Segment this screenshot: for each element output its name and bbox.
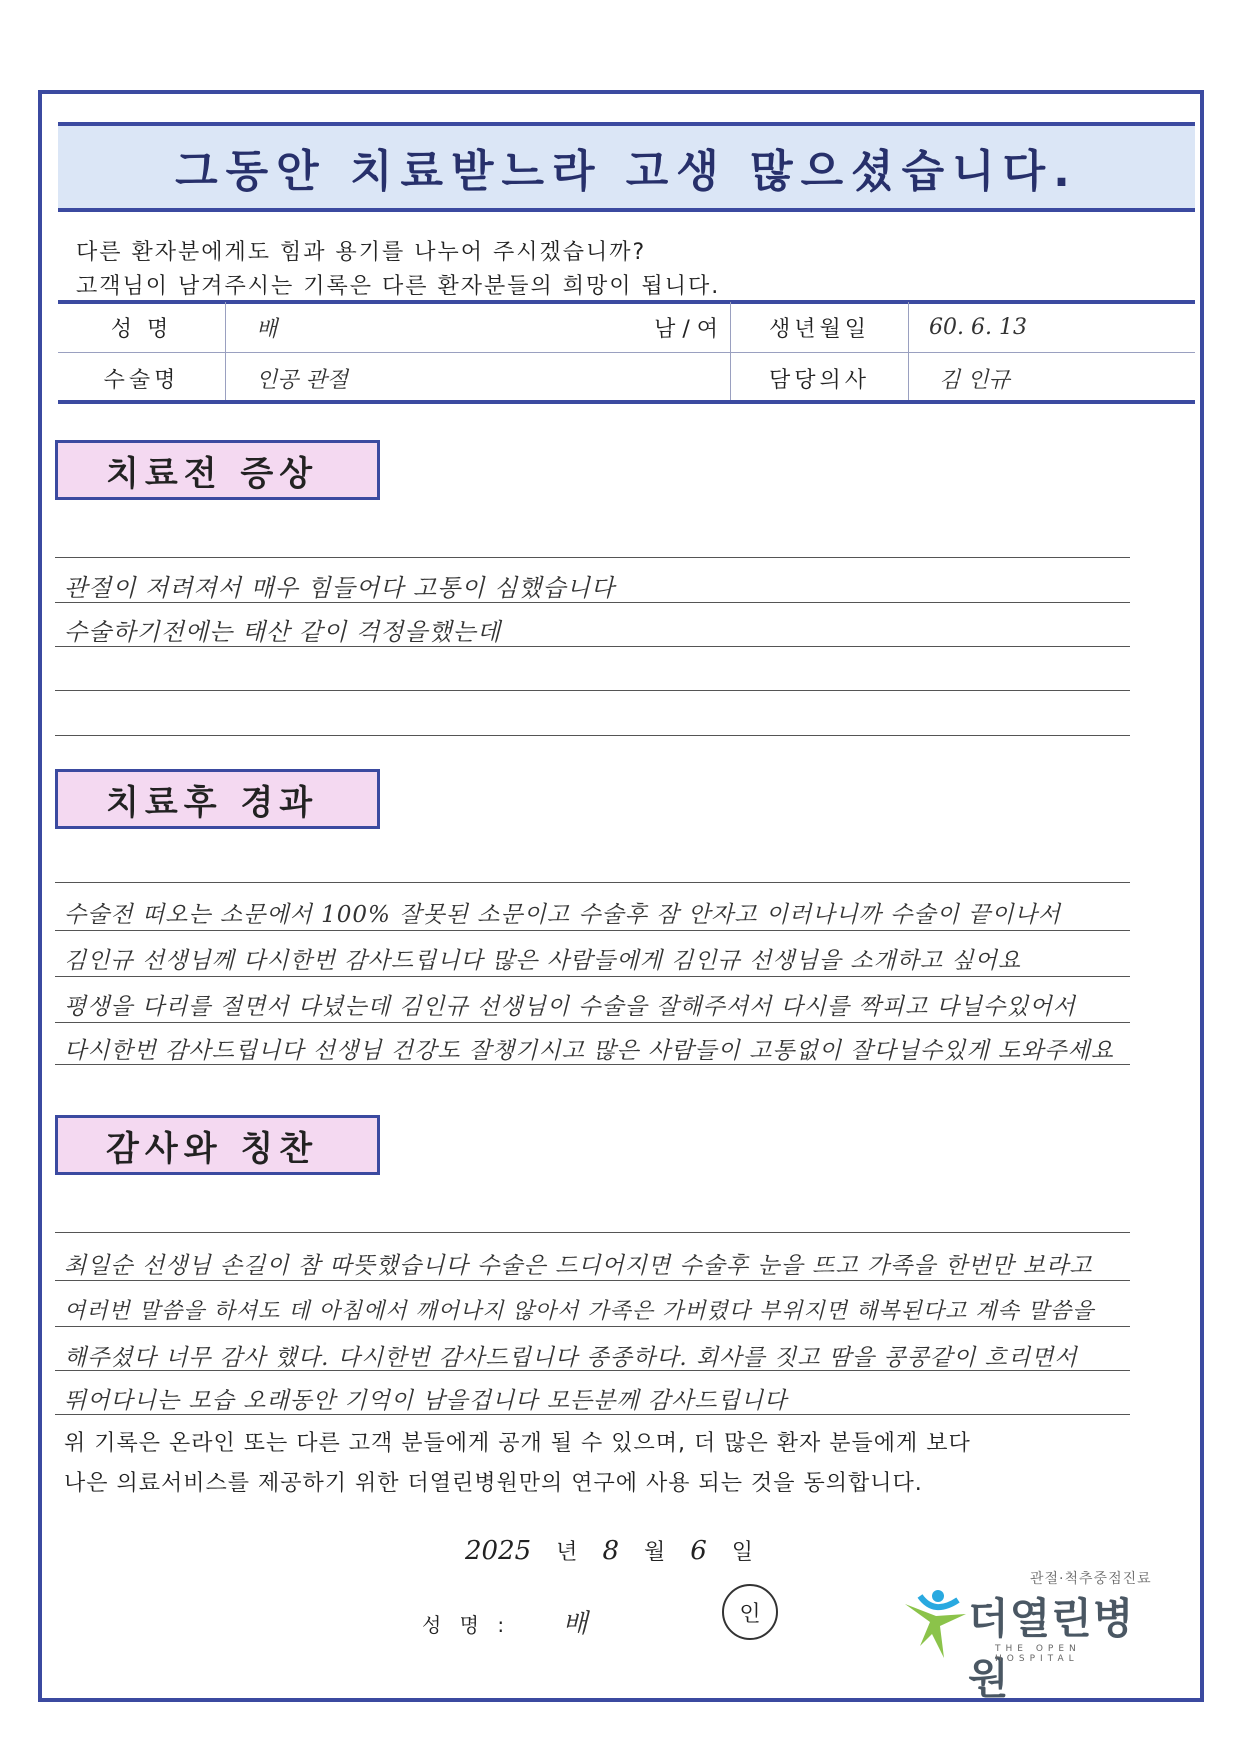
intro-line-1: 다른 환자분에게도 힘과 용기를 나누어 주시겠습니까? [76, 240, 647, 265]
signature-label: 성 명 : [422, 1613, 511, 1637]
date-day-unit: 일 [731, 1540, 754, 1565]
after-line-4: 다시한번 감사드립니다 선생님 건강도 잘챙기시고 많은 사람들이 고통없이 잘다닐수있게 도와주세요 [64, 1038, 1114, 1064]
thanks-line-3: 해주셨다 너무 감사 했다. 다시한번 감사드립니다 종종하다. 회사를 짓고 땀을 콩콩같이 흐리면서 [64, 1345, 1078, 1371]
signature-row [422, 1603, 594, 1640]
after-line-3: 평생을 다리를 절면서 다녔는데 김인규 선생님이 수술을 잘해주셔서 다시를 짝피고 다닐수있어서 [64, 994, 1076, 1020]
signed-date [465, 1535, 753, 1566]
date-day: 6 [690, 1536, 707, 1566]
thanks-line-4: 뛰어다니는 모습 오래동안 기억이 남을겁니다 모든분께 감사드립니다 [64, 1388, 788, 1414]
thanks-line-2: 여러번 말씀을 하셔도 데 아침에서 깨어나지 않아서 가족은 가버렸다 부위지면 해복된다고 계속 말씀을 [64, 1299, 1095, 1324]
section-thanks-header [55, 1115, 380, 1175]
section-before-title: 치료전 증상 [106, 453, 319, 494]
before-line-2: 수술하기전에는 태산 같이 걱정을했는데 [64, 618, 502, 646]
after-line-2: 김인규 선생님께 다시한번 감사드립니다 많은 사람들에게 김인규 선생님을 소개하고 싶어요 [64, 948, 1022, 974]
doctor-label: 담당의사 [731, 353, 909, 404]
before-line-1: 관절이 저려져서 매우 힘들어다 고통이 심했습니다 [64, 574, 616, 602]
date-month-unit: 월 [643, 1540, 666, 1565]
logo-figure-icon [900, 1586, 970, 1666]
name-label: 성 명 [58, 302, 226, 353]
birth-label: 생년월일 [731, 302, 909, 353]
signature-value: 배 [562, 1609, 594, 1639]
section-thanks-title: 감사와 칭찬 [106, 1128, 319, 1169]
ruled-line [55, 1232, 1130, 1233]
ruled-line [55, 735, 1130, 736]
ruled-line [55, 930, 1130, 931]
section-after-header [55, 769, 380, 829]
section-before-header [55, 440, 380, 500]
date-month: 8 [602, 1536, 619, 1566]
thanks-line-1: 최일순 선생님 손길이 참 따뜻했습니다 수술은 드디어지면 수술후 눈을 뜨고 가족을 한번만 보라고 [64, 1253, 1093, 1279]
ruled-line [55, 557, 1130, 558]
seal-text: 인 [739, 1601, 761, 1627]
date-year: 2025 [465, 1536, 532, 1566]
info-bottom-rule [58, 400, 1195, 404]
ruled-line [55, 1326, 1130, 1327]
surgery-value: 인공 관절 [226, 353, 731, 404]
logo-name: 더열린병원 [968, 1594, 1135, 1703]
seal-stamp [722, 1584, 778, 1640]
title-banner [58, 122, 1195, 212]
date-year-unit: 년 [556, 1540, 578, 1565]
intro-line-2: 고객님이 남겨주시는 기록은 다른 환자분들의 희망이 됩니다. [76, 274, 721, 299]
ruled-line [55, 1280, 1130, 1281]
consent-line-2: 나은 의료서비스를 제공하기 위한 더열린병원만의 연구에 사용 되는 것을 동의합니다. [64, 1471, 923, 1496]
logo-subtitle: 관절·척추중점진료 [1030, 1571, 1152, 1587]
gender-label [537, 302, 731, 353]
section-after-title: 치료후 경과 [106, 782, 319, 823]
hospital-logo [900, 1568, 1170, 1703]
logo-english: THE OPEN HOSPITAL [995, 1644, 1081, 1664]
ruled-line [55, 1022, 1130, 1023]
consent-line-1: 위 기록은 온라인 또는 다른 고객 분들에게 공개 될 수 있으며, 더 많은 환자 분들에게 보다 [64, 1431, 971, 1456]
patient-info-table [58, 302, 1195, 404]
ruled-line [55, 976, 1130, 977]
birth-value: 60. 6. 13 [909, 302, 1196, 353]
ruled-line [55, 690, 1130, 691]
surgery-label: 수술명 [58, 353, 226, 404]
name-value: 배 [226, 302, 538, 353]
doctor-value: 김 인규 [909, 353, 1196, 404]
after-line-1: 수술전 떠오는 소문에서 100% 잘못된 소문이고 수술후 잠 안자고 이러나니까 수술이 끝이나서 [64, 902, 1062, 928]
ruled-line [55, 882, 1130, 883]
gender-options: 남 / 여 [654, 316, 718, 342]
page-title: 그동안 치료받느라 고생 많으셨습니다. [175, 146, 1078, 197]
